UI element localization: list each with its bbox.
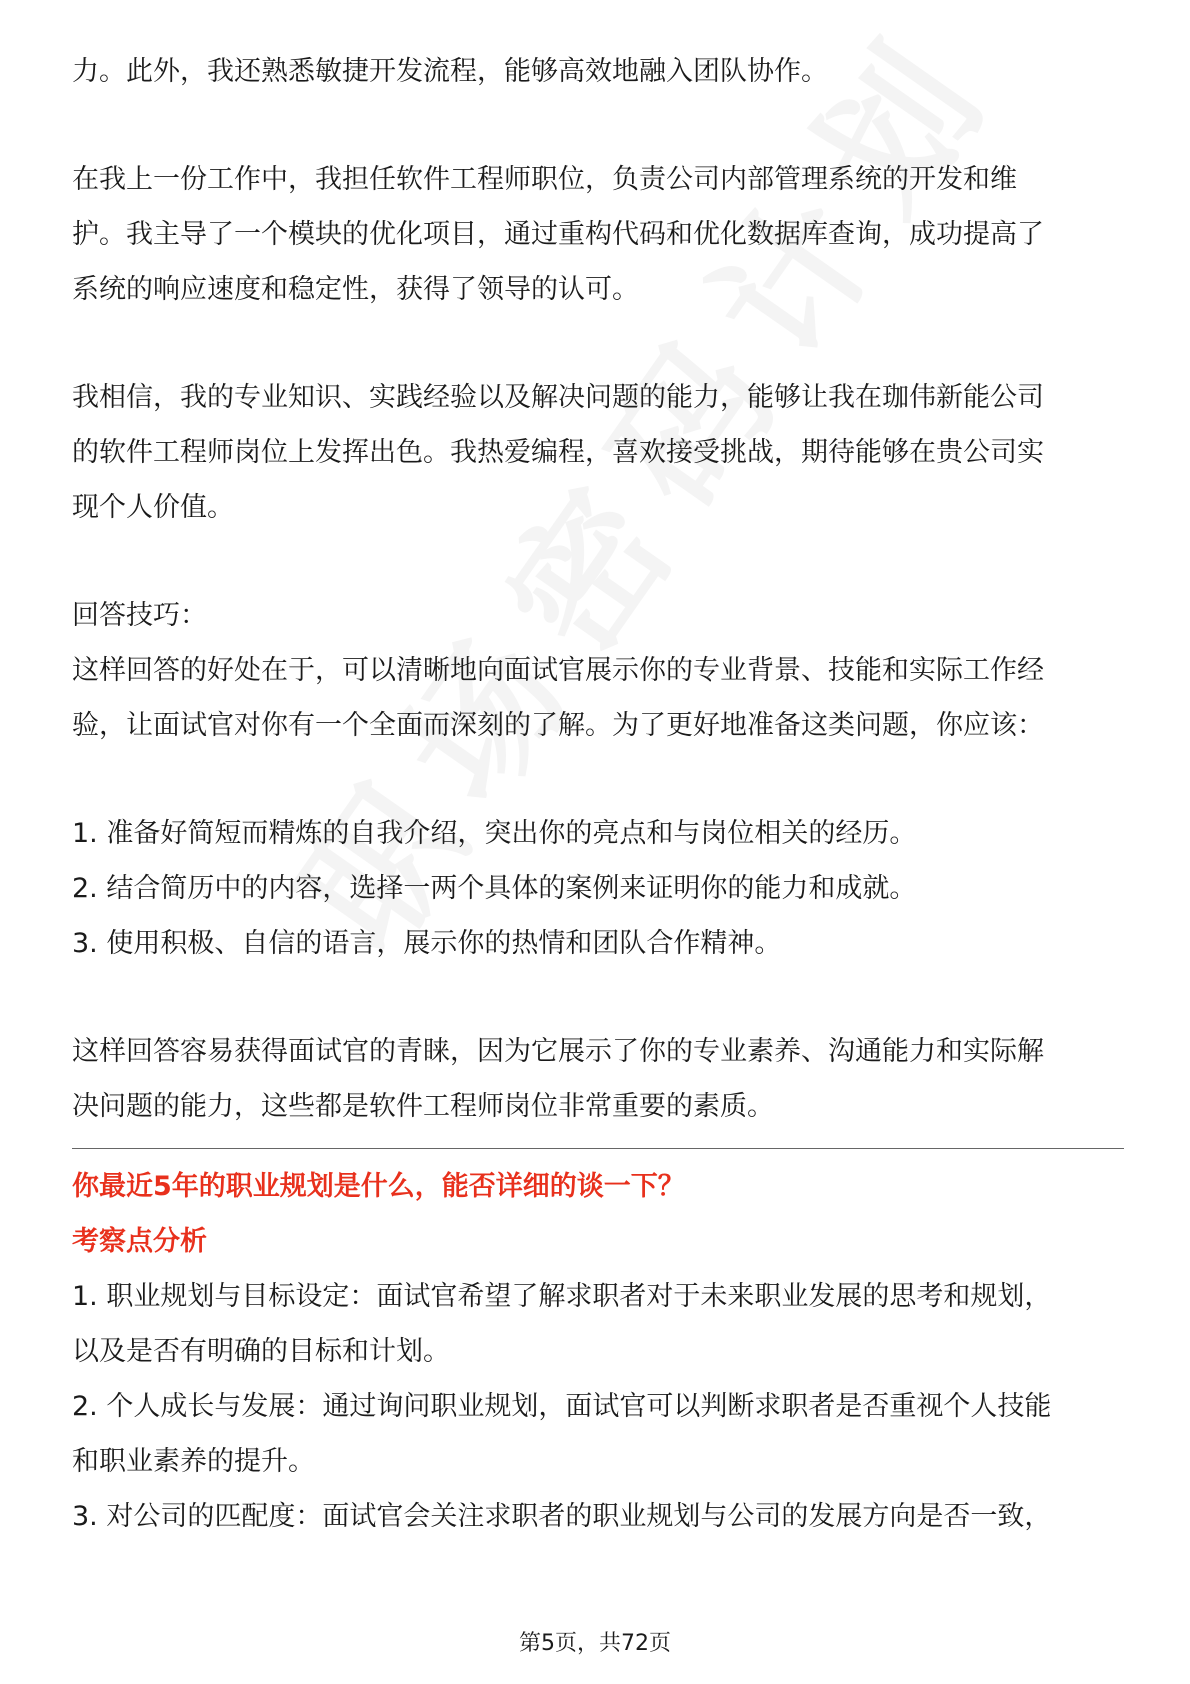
list-item: 2. 结合简历中的内容，选择一两个具体的案例来证明你的能力和成就。 xyxy=(72,873,917,904)
list-item: 3. 使用积极、自信的语言，展示你的热情和团队合作精神。 xyxy=(72,928,782,959)
question-title: 你最近5年的职业规划是什么，能否详细的谈一下？ xyxy=(72,1171,685,1202)
paragraph-line: 力。此外，我还熟悉敏捷开发流程，能够高效地融入团队协作。 xyxy=(72,56,828,87)
paragraph-line: 系统的响应速度和稳定性，获得了领导的认可。 xyxy=(72,274,639,305)
analysis-line: 1. 职业规划与目标设定：面试官希望了解求职者对于未来职业发展的思考和规划， xyxy=(72,1281,1052,1312)
paragraph-line: 现个人价值。 xyxy=(72,492,234,523)
analysis-line: 以及是否有明确的目标和计划。 xyxy=(72,1336,450,1367)
section-divider xyxy=(72,1148,1124,1149)
paragraph-line: 护。我主导了一个模块的优化项目，通过重构代码和优化数据库查询，成功提高了 xyxy=(72,219,1044,250)
analysis-line: 2. 个人成长与发展：通过询问职业规划，面试官可以判断求职者是否重视个人技能 xyxy=(72,1391,1052,1422)
paragraph-line: 的软件工程师岗位上发挥出色。我热爱编程，喜欢接受挑战，期待能够在贵公司实 xyxy=(72,437,1044,468)
analysis-line: 3. 对公司的匹配度：面试官会关注求职者的职业规划与公司的发展方向是否一致， xyxy=(72,1501,1052,1532)
page-number: 第5页，共72页 xyxy=(519,1631,671,1656)
tips-heading: 回答技巧： xyxy=(72,600,207,631)
analysis-line: 和职业素养的提升。 xyxy=(72,1446,315,1477)
paragraph-line: 这样回答容易获得面试官的青睐，因为它展示了你的专业素养、沟通能力和实际解 xyxy=(72,1036,1044,1067)
paragraph-line: 决问题的能力，这些都是软件工程师岗位非常重要的素质。 xyxy=(72,1091,774,1122)
paragraph-line: 我相信，我的专业知识、实践经验以及解决问题的能力，能够让我在珈伟新能公司 xyxy=(72,382,1044,413)
paragraph-line: 这样回答的好处在于，可以清晰地向面试官展示你的专业背景、技能和实际工作经 xyxy=(72,655,1044,686)
paragraph-line: 验，让面试官对你有一个全面而深刻的了解。为了更好地准备这类问题，你应该： xyxy=(72,710,1044,741)
document-body xyxy=(72,44,1124,1544)
analysis-heading: 考察点分析 xyxy=(72,1226,207,1257)
paragraph-line: 在我上一份工作中，我担任软件工程师职位，负责公司内部管理系统的开发和维 xyxy=(72,164,1017,195)
list-item: 1. 准备好简短而精炼的自我介绍，突出你的亮点和与岗位相关的经历。 xyxy=(72,818,917,849)
